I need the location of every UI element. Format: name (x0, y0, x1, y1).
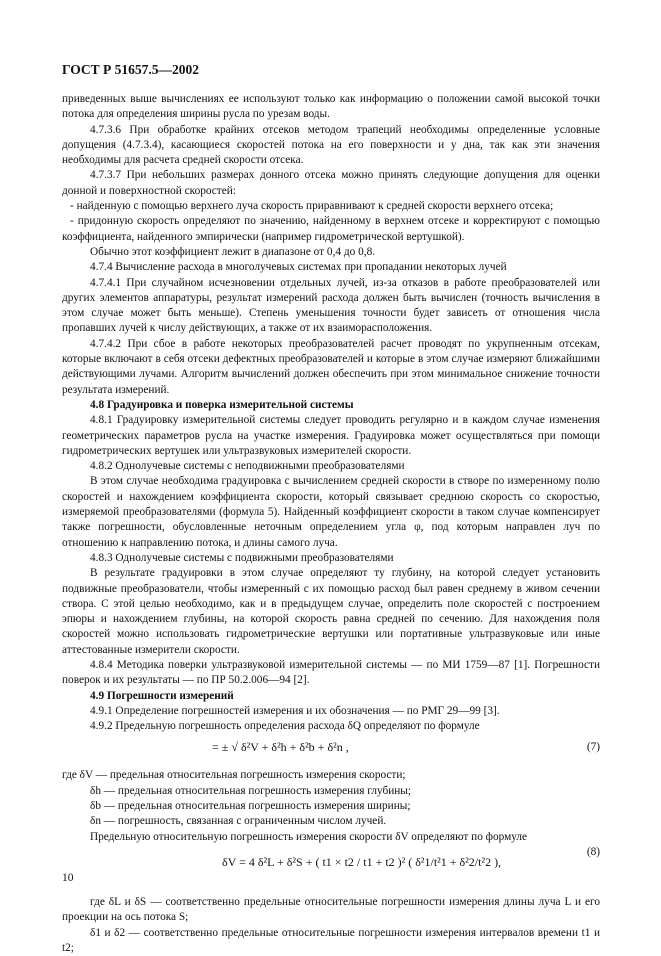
paragraph: 4.9.1 Определение погрешностей измерения и их обозначения — по РМГ 29—99 [3]. (90, 704, 500, 717)
page-number: 10 (62, 872, 74, 884)
definition-item: δh — предельная относительная погрешность измерения глубины; (90, 784, 412, 797)
list-item: - придонную скорость определяют по значению, найденному в верхнем отсеке и корректируют с помощью коэффициента, найденного эмпирически (например гидрометрической вертушкой). (62, 215, 600, 243)
paragraph: приведенных выше вычислениях ее используют только как информацию о положении самой высокой точки потока для определения ширины русла по урезам воды. (62, 93, 600, 121)
section-heading: 4.8.2 Однолучевые системы с неподвижными преобразователями (90, 460, 405, 473)
page-header: ГОСТ Р 51657.5—2002 (62, 62, 200, 77)
paragraph: 4.9.2 Предельную погрешность определения расхода δQ определяют по формуле (90, 720, 480, 733)
list-item: - найденную с помощью верхнего луча скорость приравнивают к средней скорости верхнего отсека; (70, 200, 554, 213)
definition-item: δn — погрешность, связанная с ограниченным числом лучей. (90, 815, 387, 828)
formula-7-number: (7) (586, 741, 600, 754)
paragraph: δ1 и δ2 — соответственно предельные относительные погрешности измерения интервалов времени t1 и t2; (62, 926, 600, 954)
section-heading: 4.9 Погрешности измерений (90, 689, 234, 702)
section-heading: 4.8 Градуировка и поверка измерительной системы (90, 398, 354, 411)
formula-8-expression: δV = 4 δ²L + δ²S + ( t1 × t2 / t1 + t2 )² ( δ²1/t²1 + δ²2/t²2 ), (222, 854, 502, 869)
formula-7 (62, 734, 600, 768)
paragraph: 4.8.4 Методика поверки ультразвуковой измерительной системы — по МИ 1759—87 [1]. Погрешности поверок и их результаты — по ПР 50.2.006—94 [2]. (62, 658, 600, 687)
paragraph: 4.8.1 Градуировку измерительной системы следует проводить регулярно и в каждом случае изменения геометрических параметров русла на участке измерения. Градуировка может осуществляться при помощи гидрометрических вертушек или ультразвуковых измерителей скорости. (62, 414, 600, 457)
section-heading: 4.8.3 Однолучевые системы с подвижными преобразователями (90, 551, 394, 564)
formula-7-expression: = ± √ δ²V + δ²h + δ²b + δ²n , (212, 740, 349, 755)
document-body (62, 92, 600, 956)
variable-definitions (62, 768, 600, 829)
section-heading: 4.7.4 Вычисление расхода в многолучевых системах при пропадании некоторых лучей (90, 261, 507, 274)
paragraph: 4.7.3.7 При небольших размерах донного отсека можно принять следующие допущения для оценки донной и поверхностной скоростей: (62, 169, 600, 197)
formula-8 (62, 845, 600, 895)
paragraph: Предельную относительную погрешность измерения скорости δV определяют по формуле (90, 830, 528, 843)
paragraph: В этом случае необходима градуировка с вычислением средней скорости в створе по измеренному полю скоростей и нахождением коэффициента скорости, который связывает среднюю скорость со скоростью, измеряемой преобразователями (формула 5). Найденный коэффициент скорости в таком случае компенсирует также погрешности, обусловленные неточным определением угла φ, под которым направлен луч по отношению к направлению потока, и длины самого луча. (62, 475, 600, 549)
formula-8-number: (8) (586, 845, 600, 858)
paragraph: В результате градуировки в этом случае определяют ту глубину, на которой следует установить подвижные преобразователи, чтобы измеренный с их помощью расход был равен среднему в живом сечении створа. С этой целью необходимо, как и в предыдущем случае, определить поле скоростей с построением эпюры и нахождением глубины, на которой скорость равна средней по сечению. Для нахождения поля скоростей можно использовать гидрометрические вертушки или портативные ультразвуковые или иные аттестованные измерители скорости. (62, 567, 600, 656)
paragraph: 4.7.4.1 При случайном исчезновении отдельных лучей, из-за отказов в работе преобразователей или других элементов аппаратуры, результат измерений расхода должен быть вычислен (точность вычисления в этом случае может быть меньше). Степень уменьшения точности будет зависеть от отношения числа пропавших лучей к числу действующих, а также от их взаиморасположения. (62, 276, 600, 335)
paragraph: 4.7.3.6 При обработке крайних отсеков методом трапеций необходимы определенные условные допущения (4.7.3.4), касающиеся скоростей потока на его поверхности и у дна, так как эти значения необходимы для расчета средней скорости отсека. (62, 123, 600, 167)
definition-item: где δV — предельная относительная погрешность измерения скорости; (62, 769, 406, 782)
paragraph: где δL и δS — соответственно предельные относительные погрешности измерения длины луча L и его проекции на ось потока S; (62, 895, 600, 924)
paragraph: 4.7.4.2 При сбое в работе некоторых преобразователей расчет проводят по укрупненным отсекам, которые включают в себя отсеки дефектных преобразователей и которые в этом случае измеряют ближайшими действующими лучами. Алгоритм вычислений должен обеспечить при этом минимальное снижение точности результата измерений. (62, 337, 600, 396)
definition-item: δb — предельная относительная погрешность измерения ширины; (90, 800, 411, 813)
paragraph: Обычно этот коэффициент лежит в диапазоне от 0,4 до 0,8. (90, 245, 376, 258)
